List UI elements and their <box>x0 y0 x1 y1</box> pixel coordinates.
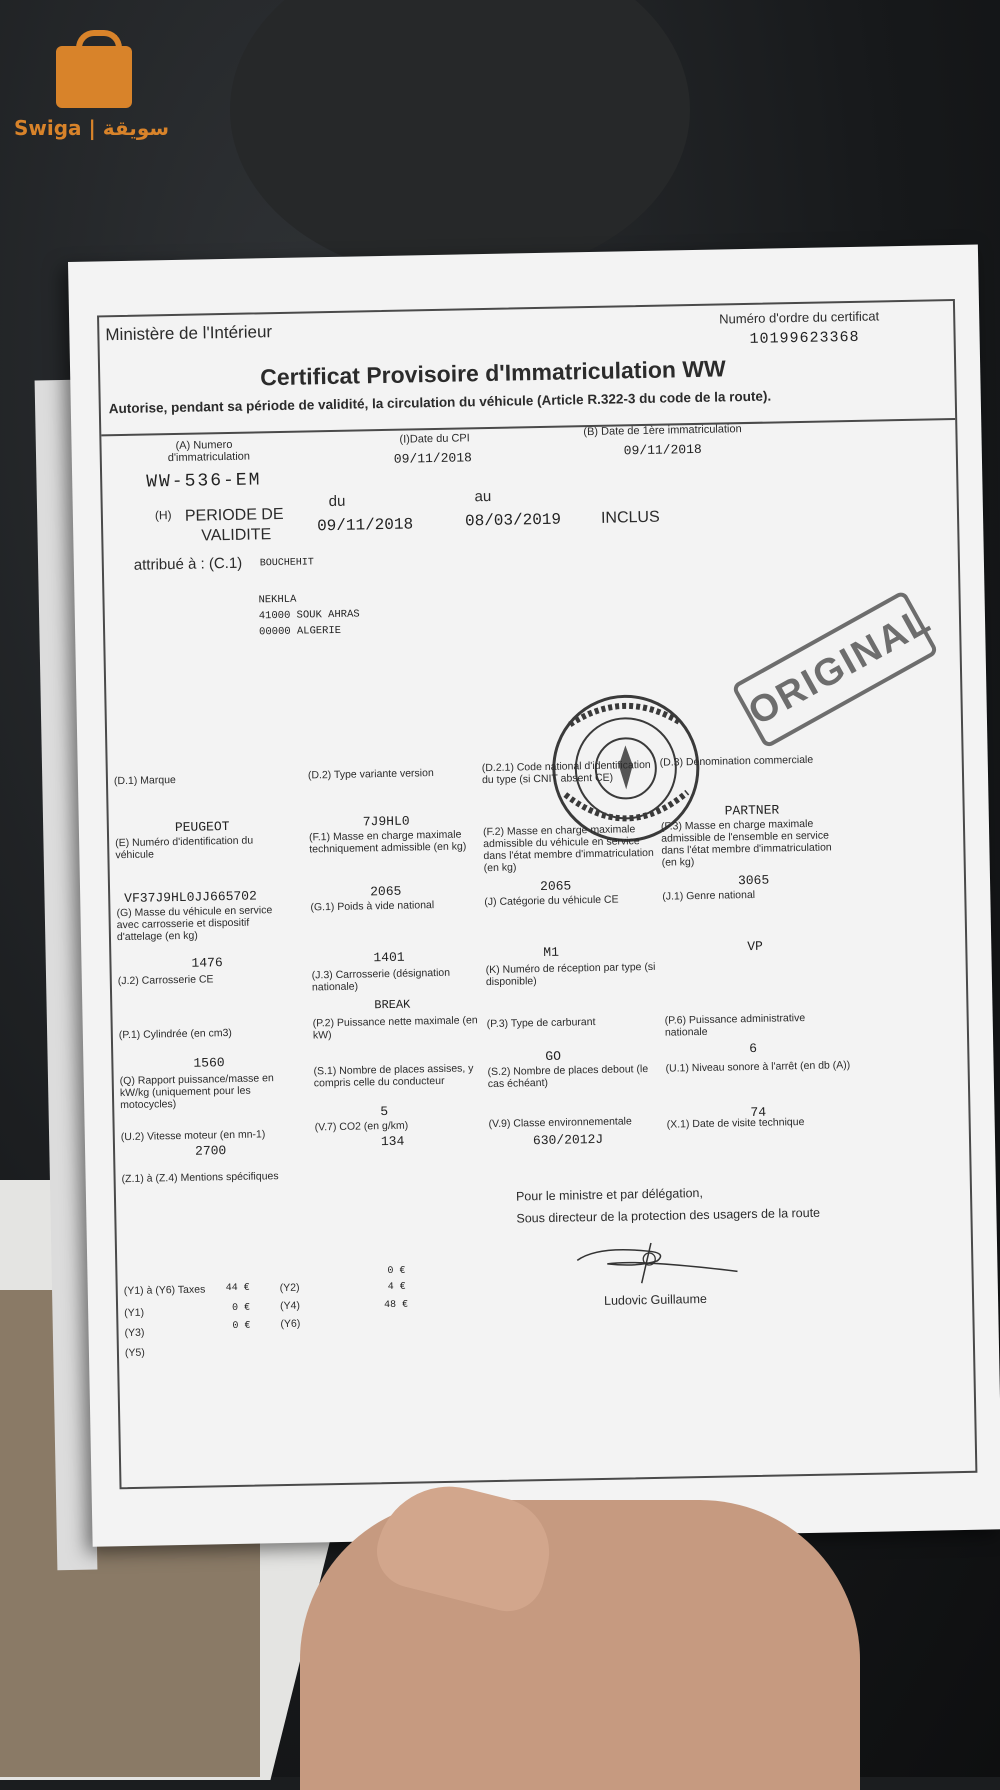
field-p3-value: GO <box>545 1048 562 1064</box>
field-j3-value: BREAK <box>374 997 411 1013</box>
signature-line-1: Pour le ministre et par délégation, <box>515 1185 704 1204</box>
validity-to: 08/03/2019 <box>464 510 562 531</box>
field-a-label-1: (A) Numero <box>175 438 233 452</box>
certificate-title: Certificat Provisoire d'Immatriculation WW <box>259 355 726 391</box>
field-d1-label: (D.1) Marque <box>113 774 176 788</box>
field-d3-label: (D.3) Dénomination commerciale <box>659 753 814 769</box>
field-x1-label: (X.1) Date de visite technique <box>666 1116 805 1131</box>
tax-y4-value: 4 € <box>387 1281 406 1294</box>
field-g1-label: (G.1) Poids à vide national <box>310 899 435 914</box>
field-p3-label: (P.3) Type de carburant <box>486 1016 596 1031</box>
field-j1-value: VP <box>747 938 764 955</box>
holder-address-2: 41000 SOUK AHRAS <box>258 608 360 623</box>
tax-y5-label: (Y5) <box>124 1346 145 1360</box>
field-d2-label: (D.2) Type variante version <box>307 767 434 782</box>
field-p2-label: (P.2) Puissance nette maximale (en kW) <box>312 1014 478 1042</box>
field-u1-label: (U.1) Niveau sonore à l'arrêt (en db (A)) <box>665 1059 851 1075</box>
field-f1-label: (F.1) Masse en charge maximale techniquement admissible (en kg) <box>308 828 467 856</box>
field-h-label: (H) <box>154 508 172 523</box>
field-e-label: (E) Numéro d'identification du véhicule <box>115 834 254 862</box>
watermark-text: Swiga | سويقة <box>14 116 170 140</box>
holder-address-3: 00000 ALGERIE <box>259 624 342 639</box>
holder-name: BOUCHEHIT <box>259 557 314 570</box>
field-z-label: (Z.1) à (Z.4) Mentions spécifiques <box>121 1170 279 1186</box>
field-e-value: VF37J9HL0JJ665702 <box>124 888 257 907</box>
field-f3-value: 3065 <box>737 872 770 889</box>
tax-y6-value: 48 € <box>383 1299 409 1312</box>
field-u1-value: 74 <box>750 1104 767 1121</box>
signer-name: Ludovic Guillaume <box>603 1291 708 1308</box>
field-d2-value: 7J9HL0 <box>362 813 410 830</box>
du-label: du <box>328 492 346 511</box>
field-i-value: 09/11/2018 <box>393 450 472 467</box>
signature-icon <box>567 1235 748 1288</box>
field-a-label-2: d'immatriculation <box>167 450 251 465</box>
ministry: Ministère de l'Intérieur <box>105 322 273 345</box>
field-j1-label: (J.1) Genre national <box>662 888 756 903</box>
field-p1-value: 1560 <box>193 1055 225 1071</box>
field-b-value: 09/11/2018 <box>623 441 702 459</box>
field-f1-value: 2065 <box>370 883 402 900</box>
field-u2-label: (U.2) Vitesse moteur (en mn-1) <box>120 1128 266 1144</box>
field-q-label: (Q) Rapport puissance/masse en kW/kg (uniquement pour les motocycles) <box>119 1072 274 1112</box>
field-v9-value: 630/2012J <box>532 1131 604 1149</box>
field-d1-value: PEUGEOT <box>174 819 230 836</box>
field-f3-label: (F.3) Masse en charge maximale admissible de l'ensemble en service dans l'état membre d'immatriculation (en kg) <box>660 817 832 869</box>
field-g-value: 1476 <box>191 955 223 971</box>
tax-y3-value: 0 € <box>232 1320 251 1333</box>
field-j3-label: (J.3) Carrosserie (désignation nationale) <box>311 966 451 994</box>
order-number: 10199623368 <box>749 328 860 348</box>
tax-y4-label: (Y4) <box>279 1299 301 1313</box>
field-d3-value: PARTNER <box>724 802 780 819</box>
taxes-total: 44 € <box>225 1282 250 1295</box>
tax-y1-label: (Y1) <box>124 1306 145 1320</box>
certificate-frame <box>97 299 977 1489</box>
field-b-label: (B) Date de 1ère immatriculation <box>583 423 742 439</box>
au-label: au <box>474 487 492 506</box>
field-j-value: M1 <box>543 944 560 961</box>
inclus-label: INCLUS <box>600 508 660 527</box>
tax-y3-label: (Y3) <box>124 1326 145 1340</box>
attribue-label: attribué à : (C.1) <box>133 554 243 574</box>
field-d21-label: (D.2.1) Code national d'identification du type (si CNIT absent CE) <box>481 758 651 787</box>
field-p1-label: (P.1) Cylindrée (en cm3) <box>118 1026 232 1042</box>
tax-y2-label: (Y2) <box>279 1281 300 1295</box>
field-v9-label: (V.9) Classe environnementale <box>488 1115 632 1131</box>
field-f2-value: 2065 <box>539 878 572 895</box>
signature-line-2: Sous directeur de la protection des usagers de la route <box>516 1205 821 1226</box>
periode-label-1: PERIODE DE <box>184 505 284 525</box>
field-u2-value: 2700 <box>194 1143 227 1159</box>
field-g1-value: 1401 <box>373 949 405 966</box>
field-j-label: (J) Catégorie du véhicule CE <box>484 893 619 909</box>
certificate-subtitle: Autorise, pendant sa période de validité, la circulation du véhicule (Article R.322-3 du code de la route). <box>108 388 772 417</box>
field-j2-label: (J.2) Carrosserie CE <box>117 973 214 988</box>
field-p6-label: (P.6) Puissance administrative nationale <box>664 1011 806 1039</box>
original-stamp: ORIGINAL <box>731 590 939 749</box>
tax-y1-value: 0 € <box>232 1302 251 1315</box>
field-g-label: (G) Masse du véhicule en service avec carrosserie et dispositif d'attelage (en kg) <box>116 904 273 944</box>
validity-from: 09/11/2018 <box>316 515 414 536</box>
periode-label-2: VALIDITE <box>201 526 272 545</box>
field-k-label: (K) Numéro de réception par type (si disponible) <box>485 960 656 989</box>
field-v7-label: (V.7) CO2 (en g/km) <box>314 1119 409 1134</box>
field-s1-value: 5 <box>380 1104 389 1120</box>
shopping-bag-icon <box>56 46 132 108</box>
field-p6-value: 6 <box>749 1040 758 1057</box>
taxes-label: (Y1) à (Y6) Taxes <box>123 1283 206 1298</box>
field-s1-label: (S.1) Nombre de places assises, y compris celle du conducteur <box>313 1062 474 1090</box>
order-label: Numéro d'ordre du certificat <box>719 308 880 327</box>
field-i-label: (I)Date du CPI <box>399 432 470 446</box>
watermark-logo <box>14 24 174 144</box>
tax-y2-value: 0 € <box>387 1265 406 1278</box>
tax-y6-label: (Y6) <box>280 1317 301 1331</box>
field-f2-label: (F.2) Masse en charge maximale admissible du véhicule en service dans l'état membre d'immatriculation (en kg) <box>482 823 654 875</box>
field-s2-label: (S.2) Nombre de places debout (le cas échéant) <box>487 1063 649 1091</box>
registration-certificate <box>68 245 1000 1547</box>
holder-address-1: NEKHLA <box>258 593 297 607</box>
field-v7-value: 134 <box>380 1133 405 1150</box>
registration-number: WW-536-EM <box>146 470 262 493</box>
